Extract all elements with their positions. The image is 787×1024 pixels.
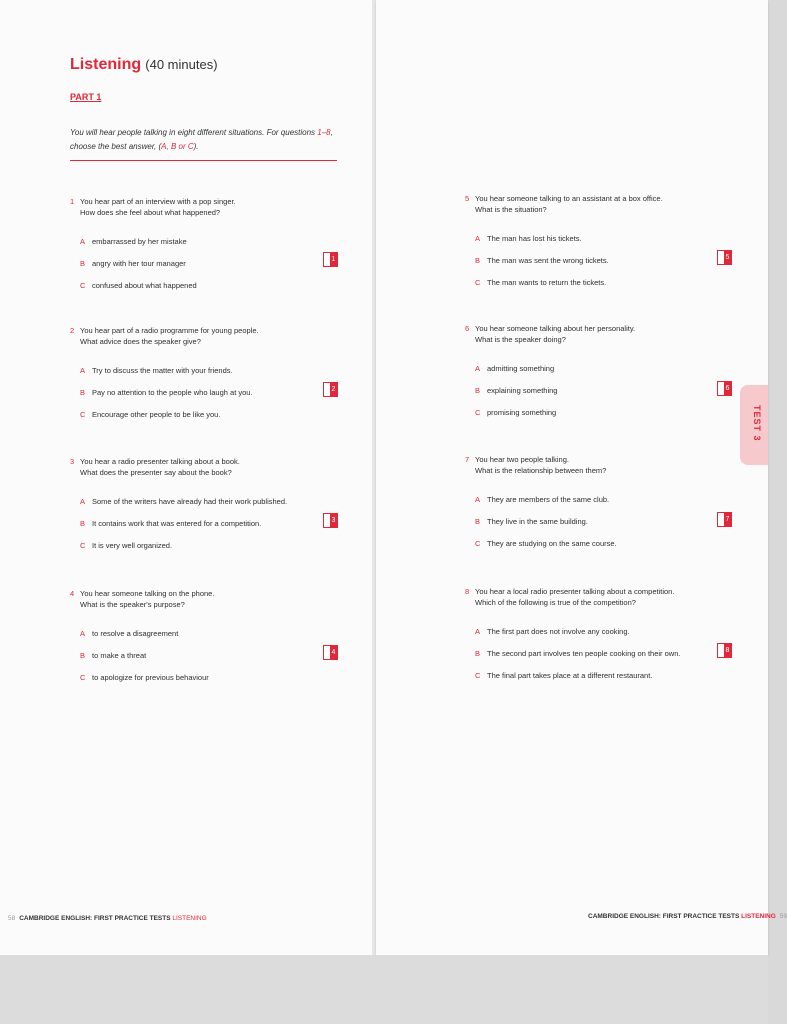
- answer-box-number: 3: [330, 514, 337, 527]
- option-text: The man was sent the wrong tickets.: [487, 256, 609, 265]
- option-letter: C: [80, 541, 86, 550]
- option-letter: A: [80, 497, 86, 506]
- answer-box-1[interactable]: [323, 252, 338, 267]
- answer-box-3[interactable]: [323, 513, 338, 528]
- option-text: Some of the writers have already had their work published.: [92, 497, 288, 506]
- question-number: 4: [70, 589, 75, 598]
- option-letter: B: [475, 517, 481, 526]
- option-text: It is very well organized.: [92, 541, 173, 550]
- option-a[interactable]: [80, 365, 233, 376]
- option-b[interactable]: [475, 648, 680, 659]
- part-label: PART 1: [70, 92, 102, 102]
- option-b[interactable]: [475, 516, 588, 527]
- question-number: 3: [70, 457, 75, 466]
- option-letter: A: [475, 495, 481, 504]
- question-line: How does she feel about what happened?: [80, 208, 221, 217]
- question-number: 6: [465, 324, 470, 333]
- answer-box-number: 8: [724, 644, 731, 657]
- option-text: They are studying on the same course.: [487, 539, 617, 548]
- question-line: You hear two people talking.: [475, 455, 569, 464]
- instructions-range: 1–8: [317, 128, 331, 137]
- question-number: 1: [70, 197, 75, 206]
- question-stem: [475, 323, 705, 345]
- question-line: What does the presenter say about the book?: [80, 468, 232, 477]
- option-text: Try to discuss the matter with your friends.: [92, 366, 233, 375]
- instructions-end: ).: [193, 142, 199, 151]
- question-stem: [80, 325, 310, 347]
- question-stem: [80, 456, 310, 478]
- book-title: CAMBRIDGE ENGLISH: FIRST PRACTICE TESTS: [19, 915, 171, 922]
- question-stem: [80, 588, 310, 610]
- question-line: What is the situation?: [475, 205, 547, 214]
- option-letter: B: [475, 256, 481, 265]
- answer-box-number: 4: [330, 646, 337, 659]
- question-4: [70, 588, 350, 688]
- option-letter: B: [475, 649, 481, 658]
- option-b[interactable]: [80, 387, 253, 398]
- question-line: You hear a local radio presenter talking about a competition.: [475, 587, 675, 596]
- section-name: LISTENING: [172, 915, 207, 922]
- option-a[interactable]: [475, 233, 582, 244]
- option-text: The man has lost his tickets.: [487, 234, 582, 243]
- footer-left: [8, 915, 207, 922]
- option-letter: B: [80, 388, 86, 397]
- option-letter: A: [80, 629, 86, 638]
- option-text: Encourage other people to be like you.: [92, 410, 221, 419]
- option-a[interactable]: [475, 494, 609, 505]
- option-text: They live in the same building.: [487, 517, 588, 526]
- question-stem: [475, 586, 705, 608]
- option-a[interactable]: [475, 626, 630, 637]
- option-c[interactable]: [475, 407, 556, 418]
- option-letter: A: [80, 237, 86, 246]
- question-number: 2: [70, 326, 75, 335]
- question-2: [70, 325, 350, 425]
- option-letter: C: [80, 673, 86, 682]
- option-b[interactable]: [475, 255, 609, 266]
- book-title: CAMBRIDGE ENGLISH: FIRST PRACTICE TESTS: [588, 913, 740, 920]
- option-text: The first part does not involve any cooking.: [487, 627, 630, 636]
- option-text: The final part takes place at a different restaurant.: [487, 671, 653, 680]
- option-a[interactable]: [80, 496, 287, 507]
- question-3: [70, 456, 350, 556]
- answer-box-2[interactable]: [323, 382, 338, 397]
- option-c[interactable]: [80, 540, 172, 551]
- question-line: What is the speaker doing?: [475, 335, 566, 344]
- answer-box-number: 1: [330, 253, 337, 266]
- question-line: You hear part of an interview with a pop singer.: [80, 197, 236, 206]
- answer-box-4[interactable]: [323, 645, 338, 660]
- option-text: to resolve a disagreement: [92, 629, 179, 638]
- question-1: [70, 196, 350, 296]
- option-text: They are members of the same club.: [487, 495, 610, 504]
- duration: (40 minutes): [145, 57, 218, 72]
- option-text: It contains work that was entered for a competition.: [92, 519, 262, 528]
- option-text: The second part involves ten people cooking on their own.: [487, 649, 681, 658]
- page-title: [70, 56, 218, 74]
- option-c[interactable]: [80, 280, 197, 291]
- test-tab-label: TEST 3: [752, 405, 762, 442]
- option-c[interactable]: [475, 538, 617, 549]
- option-letter: C: [475, 408, 481, 417]
- option-letter: C: [475, 671, 481, 680]
- option-c[interactable]: [475, 277, 606, 288]
- question-stem: [475, 454, 705, 476]
- question-line: You hear part of a radio programme for young people.: [80, 326, 259, 335]
- footer-right: [588, 913, 787, 920]
- option-text: admitting something: [487, 364, 555, 373]
- option-text: The man wants to return the tickets.: [487, 278, 607, 287]
- option-text: embarrassed by her mistake: [92, 237, 187, 246]
- question-8: [465, 586, 745, 686]
- question-number: 5: [465, 194, 470, 203]
- option-letter: C: [80, 281, 86, 290]
- option-letter: B: [80, 259, 86, 268]
- answer-box-8[interactable]: [717, 643, 732, 658]
- option-b[interactable]: [80, 518, 261, 529]
- instructions-text-2: , choose the best answer, (: [70, 128, 333, 151]
- option-c[interactable]: [475, 670, 652, 681]
- option-b[interactable]: [475, 385, 557, 396]
- section-title: Listening: [70, 56, 142, 73]
- question-line: What is the relationship between them?: [475, 466, 607, 475]
- answer-box-6[interactable]: [717, 381, 732, 396]
- option-text: to apologize for previous behaviour: [92, 673, 209, 682]
- option-letter: C: [475, 278, 481, 287]
- divider: [70, 160, 337, 161]
- question-number: 7: [465, 455, 470, 464]
- answer-box-number: 6: [724, 382, 731, 395]
- option-c[interactable]: [80, 409, 220, 420]
- question-line: Which of the following is true of the competition?: [475, 598, 636, 607]
- option-a[interactable]: [80, 236, 187, 247]
- answer-box-number: 2: [330, 383, 337, 396]
- question-stem: [475, 193, 705, 215]
- option-c[interactable]: [80, 672, 209, 683]
- option-letter: A: [475, 627, 481, 636]
- instructions-options: A, B or C: [161, 142, 194, 151]
- question-number: 8: [465, 587, 470, 596]
- answer-box-number: 7: [724, 513, 731, 526]
- option-letter: A: [80, 366, 86, 375]
- question-6: [465, 323, 735, 423]
- question-line: What advice does the speaker give?: [80, 337, 201, 346]
- section-name: LISTENING: [741, 913, 776, 920]
- page-number: 58: [8, 915, 16, 922]
- instructions-text: You will hear people talking in eight different situations. For questions: [70, 128, 318, 137]
- question-line: You hear someone talking on the phone.: [80, 589, 215, 598]
- option-letter: B: [80, 519, 86, 528]
- option-text: confused about what happened: [92, 281, 197, 290]
- instructions: [70, 126, 340, 154]
- option-text: promising something: [487, 408, 557, 417]
- option-letter: C: [475, 539, 481, 548]
- answer-box-7[interactable]: [717, 512, 732, 527]
- question-5: [465, 193, 735, 293]
- question-line: What is the speaker's purpose?: [80, 600, 185, 609]
- option-b[interactable]: [80, 650, 146, 661]
- question-7: [465, 454, 735, 554]
- option-letter: B: [80, 651, 86, 660]
- option-letter: A: [475, 234, 481, 243]
- option-a[interactable]: [80, 628, 178, 639]
- question-line: You hear someone talking about her personality.: [475, 324, 636, 333]
- question-line: You hear someone talking to an assistant at a box office.: [475, 194, 663, 203]
- answer-box-5[interactable]: [717, 250, 732, 265]
- option-text: to make a threat: [92, 651, 147, 660]
- option-text: angry with her tour manager: [92, 259, 186, 268]
- option-a[interactable]: [475, 363, 554, 374]
- page-number: 59: [779, 913, 787, 920]
- question-stem: [80, 196, 310, 218]
- question-line: You hear a radio presenter talking about a book.: [80, 457, 240, 466]
- option-letter: B: [475, 386, 481, 395]
- option-letter: A: [475, 364, 481, 373]
- option-b[interactable]: [80, 258, 186, 269]
- test-tab: [740, 385, 768, 465]
- option-text: Pay no attention to the people who laugh at you.: [92, 388, 253, 397]
- answer-box-number: 5: [724, 251, 731, 264]
- scan-background: [0, 955, 768, 1024]
- option-letter: C: [80, 410, 86, 419]
- option-text: explaining something: [487, 386, 558, 395]
